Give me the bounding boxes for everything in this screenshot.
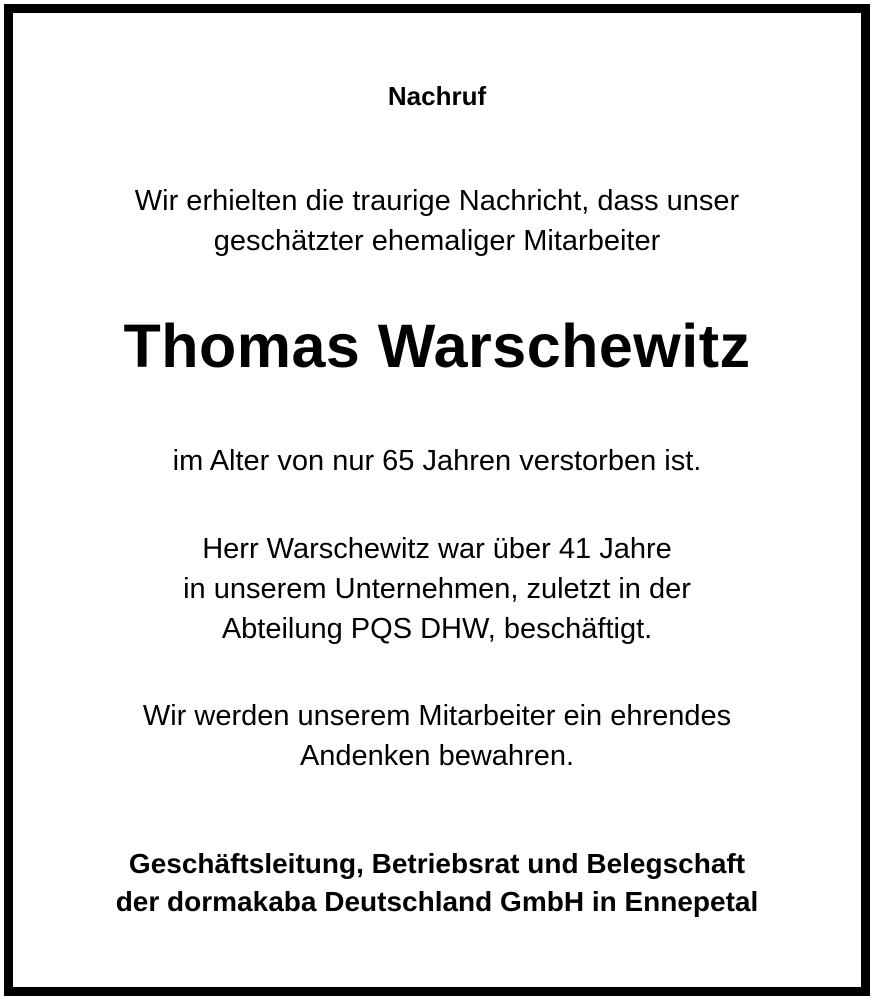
- age-line: im Alter von nur 65 Jahren verstorben ist.: [172, 445, 702, 477]
- deceased-name: Thomas Warschewitz: [123, 312, 751, 380]
- signature-line-2: der dormakaba Deutschland GmbH in Ennepetal: [115, 886, 759, 917]
- obituary-heading: Nachruf: [387, 81, 487, 111]
- signature-line-1: Geschäftsleitung, Betriebsrat und Belegschaft: [128, 848, 746, 879]
- memory-line-2: Andenken bewahren.: [299, 740, 575, 772]
- intro-line-1: Wir erhielten die traurige Nachricht, dass unser: [134, 185, 740, 217]
- career-line-2: in unserem Unternehmen, zuletzt in der: [183, 573, 691, 605]
- career-line-1: Herr Warschewitz war über 41 Jahre: [202, 533, 672, 565]
- memory-line-1: Wir werden unserem Mitarbeiter ein ehrendes: [142, 700, 732, 732]
- intro-line-2: geschätzter ehemaliger Mitarbeiter: [213, 225, 661, 257]
- career-line-3: Abteilung PQS DHW, beschäftigt.: [221, 613, 653, 645]
